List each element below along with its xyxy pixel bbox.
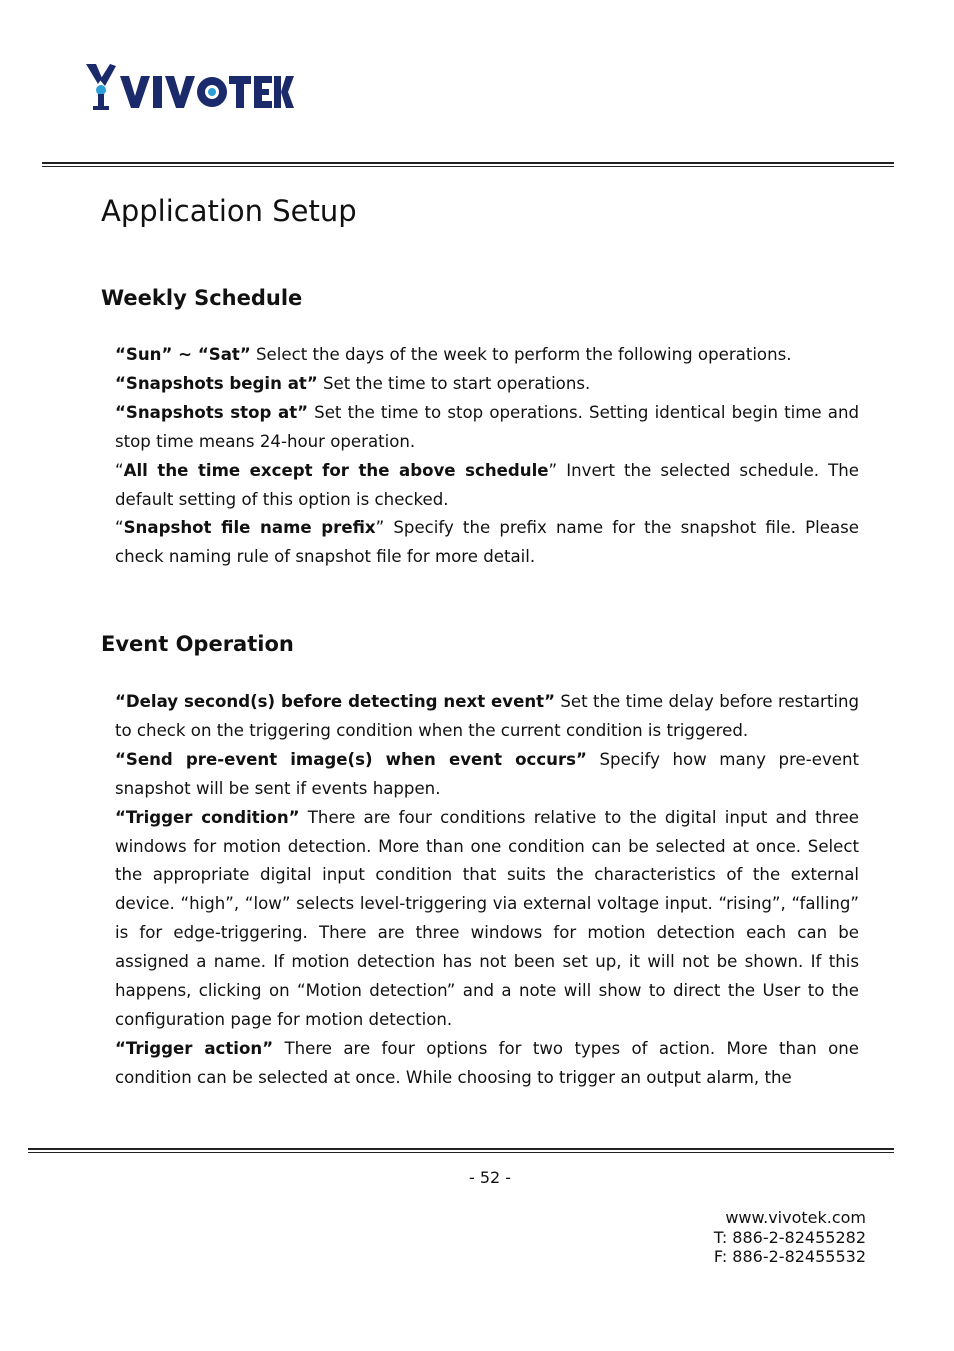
section-body-event-operation — [115, 688, 859, 1093]
desc-sun-sat: Select the days of the week to perform the following operations. — [250, 345, 792, 364]
paragraph-pre-event-images — [115, 746, 859, 804]
term-sun-sat: “Sun” ~ “Sat” — [115, 345, 251, 364]
vivotek-wordmark — [120, 76, 294, 108]
footer-divider — [28, 1148, 894, 1153]
page-title: Application Setup — [101, 194, 357, 228]
website-text: www.vivotek.com — [725, 1208, 866, 1227]
desc-trigger-condition: There are four conditions relative to the digital input and three windows for motion detection. More than one condition can be selected at once. Select the appropriate digital input condition that suits the characteristics of the external device. “high”, “low” selects level-triggering via external voltage input. “rising”, “falling” is for edge-triggering. There are three windows for motion detection each can be assigned a name. If motion detection has not been set up, it will not be shown. If this happens, clicking on “Motion detection” and a note will show to direct the User to the configuration page for motion detection. — [115, 807, 859, 1029]
section-body-weekly-schedule — [115, 341, 859, 572]
desc-file-name-prefix: Specify the prefix name for the snapshot file. Please check naming rule of snapshot file for more detail. — [115, 518, 860, 567]
term-trigger-condition: “Trigger condition” — [115, 807, 300, 827]
desc-pre-event-images: Specify how many pre-event snapshot will be sent if events happen. — [115, 749, 859, 798]
desc-trigger-action: There are four options for two types of action. More than one condition can be selected at once. While choosing to trigger an output alarm, the — [115, 1038, 859, 1087]
paragraph-sun-sat — [115, 341, 859, 370]
paragraph-snapshots-begin — [115, 370, 859, 399]
quote-close: ” — [375, 518, 385, 538]
paragraph-delay-seconds — [115, 688, 859, 746]
term-all-the-time: All the time except for the above schedule — [123, 460, 549, 480]
paragraph-snapshots-stop — [115, 399, 859, 457]
vivotek-logo — [84, 60, 294, 116]
term-trigger-action: “Trigger action” — [115, 1038, 274, 1058]
term-snapshots-begin: “Snapshots begin at” — [115, 373, 318, 393]
contact-info — [714, 1208, 866, 1267]
term-delay-seconds: “Delay second(s) before detecting next event” — [115, 692, 555, 711]
desc-snapshots-stop: Set the time to stop operations. Setting identical begin time and stop time means 24-hour operation. — [115, 402, 859, 451]
section-heading-weekly-schedule: Weekly Schedule — [101, 286, 303, 310]
phone-text: T: 886-2-82455282 — [713, 1227, 866, 1247]
fax-text: F: 886-2-82455532 — [713, 1247, 866, 1266]
desc-all-the-time: Invert the selected schedule. The default setting of this option is checked. — [115, 460, 859, 509]
camera-mark-icon — [86, 64, 116, 110]
desc-snapshots-begin: Set the time to start operations. — [317, 373, 591, 393]
paragraph-all-the-time — [115, 457, 859, 515]
paragraph-trigger-action — [115, 1035, 859, 1093]
quote-close: ” — [548, 460, 558, 480]
header-divider — [42, 162, 894, 167]
page-number: - 52 - — [468, 1168, 512, 1187]
quote-open: “ — [115, 518, 124, 538]
term-file-name-prefix: Snapshot file name prefix — [123, 518, 376, 538]
paragraph-trigger-condition — [115, 804, 859, 1035]
term-snapshots-stop: “Snapshots stop at” — [115, 402, 309, 422]
section-heading-event-operation: Event Operation — [101, 632, 294, 656]
paragraph-file-name-prefix — [115, 514, 859, 572]
desc-delay-seconds: Set the time delay before restarting to check on the triggering condition when the current condition is triggered. — [115, 692, 859, 740]
quote-open: “ — [115, 460, 124, 480]
term-pre-event-images: “Send pre-event image(s) when event occurs” — [115, 749, 587, 769]
